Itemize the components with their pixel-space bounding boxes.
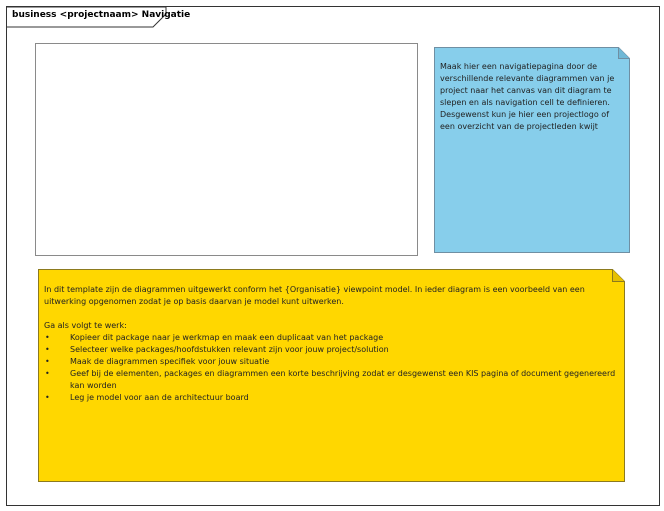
yellow-note-intro: In dit template zijn de diagrammen uitgewerkt conform het {Organisatie} viewpoint model. In ieder diagram is een voorbeeld van een uitwerking opgenomen zodat je op basis daarvan je model kunt uitwerken. (44, 285, 585, 306)
list-item (44, 344, 618, 356)
step-text: Kopieer dit package naar je werkmap en maak een duplicaat van het package (70, 333, 384, 342)
yellow-note-text (44, 284, 618, 404)
list-item (44, 392, 618, 404)
bullet-icon: • (45, 357, 50, 366)
bullet-icon: • (45, 393, 50, 402)
steps-list (44, 332, 618, 404)
list-item (44, 332, 618, 344)
list-item (44, 356, 618, 368)
steps-heading: Ga als volgt te werk: (44, 321, 127, 330)
bullet-icon: • (45, 369, 50, 378)
frame-title-tab (7, 7, 191, 28)
blue-note[interactable] (434, 47, 630, 253)
paragraph-gap (44, 308, 618, 320)
navigation-canvas[interactable] (35, 43, 418, 256)
diagram-title: business <projectnaam> Navigatie (12, 10, 191, 20)
step-text: Selecteer welke packages/hoofdstukken relevant zijn voor jouw project/solution (70, 345, 389, 354)
yellow-note[interactable] (38, 269, 625, 482)
step-text: Geef bij de elementen, packages en diagrammen een korte beschrijving zodat er desgewenst een KIS pagina of document gegenereerd kan worden (70, 369, 616, 390)
step-text: Maak de diagrammen specifiek voor jouw situatie (70, 357, 270, 366)
step-text: Leg je model voor aan de architectuur board (70, 393, 249, 402)
bullet-icon: • (45, 345, 50, 354)
list-item (44, 368, 618, 392)
bullet-icon: • (45, 333, 50, 342)
blue-note-text: Maak hier een navigatiepagina door de verschillende relevante diagrammen van je project naar het canvas van dit diagram te slepen en als navigation cell te definieren. Desgewenst kun je hier een projectlogo of een overzicht van de projectleden kwijt (440, 62, 615, 131)
